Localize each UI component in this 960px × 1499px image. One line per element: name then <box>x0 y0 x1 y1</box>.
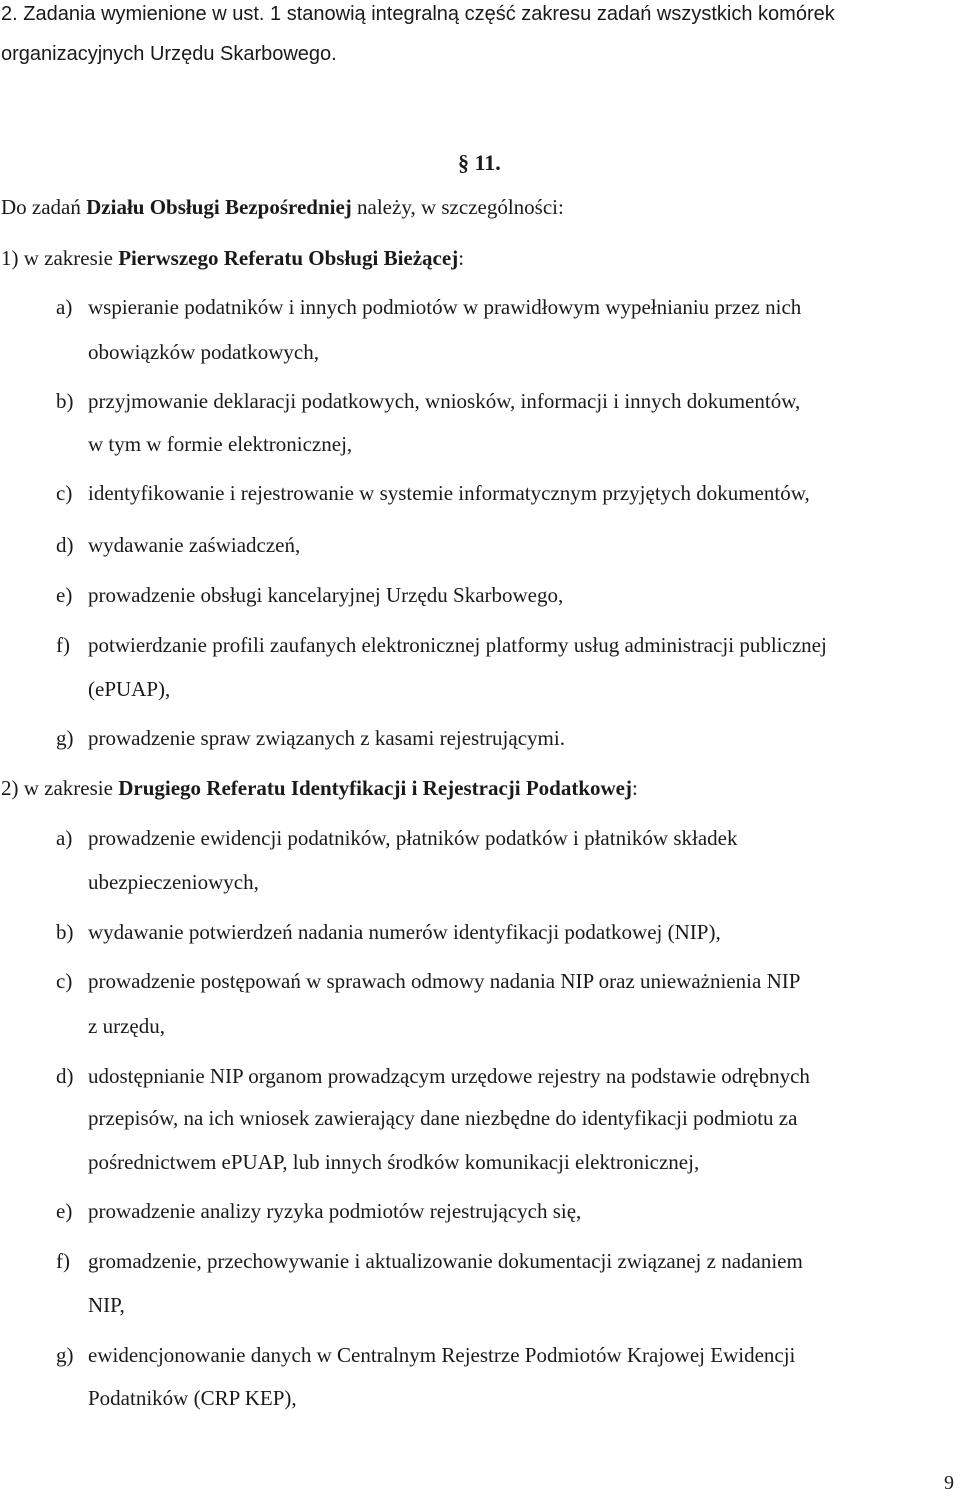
item-label: b) <box>56 389 74 413</box>
lead-pre: Do zadań <box>1 195 87 219</box>
group-1-item-a-cont: obowiązków podatkowych, <box>88 340 319 364</box>
group-1-item-b <box>56 391 956 412</box>
group-2-num: 2) <box>1 776 19 800</box>
group-1-bold: Pierwszego Referatu Obsługi Bieżącej <box>118 246 459 270</box>
group-2-post: : <box>632 776 638 800</box>
item-text: gromadzenie, przechowywanie i aktualizowanie dokumentacji związanej z nadaniem <box>88 1249 803 1273</box>
item-text: udostępnianie NIP organom prowadzącym urzędowe rejestry na podstawie odrębnych <box>88 1064 810 1088</box>
item-text: identyfikowanie i rejestrowanie w systemie informatycznym przyjętych dokumentów, <box>88 481 810 505</box>
intro-line-2: organizacyjnych Urzędu Skarbowego. <box>1 43 337 65</box>
group-2-heading <box>1 778 638 799</box>
group-2-item-f-cont: NIP, <box>88 1293 125 1317</box>
group-2-item-d-cont: przepisów, na ich wniosek zawierający dane niezbędne do identyfikacji podmiotu za <box>88 1106 798 1130</box>
group-1-num: 1) <box>1 246 19 270</box>
item-text: wydawanie zaświadczeń, <box>88 533 301 557</box>
section-heading: § 11. <box>458 150 501 175</box>
group-1-heading <box>1 248 464 269</box>
item-text: prowadzenie analizy ryzyka podmiotów rejestrujących się, <box>88 1199 582 1223</box>
group-1-item-d <box>56 535 956 556</box>
item-label: e) <box>56 583 73 607</box>
lead-sentence <box>1 197 564 218</box>
group-2-item-d <box>56 1066 956 1087</box>
item-text: prowadzenie obsługi kancelaryjnej Urzędu Skarbowego, <box>88 583 564 607</box>
group-2-item-b <box>56 922 956 943</box>
item-label: g) <box>56 726 74 750</box>
group-2-item-a-cont: ubezpieczeniowych, <box>88 870 259 894</box>
item-label: f) <box>56 633 70 657</box>
item-text: prowadzenie spraw związanych z kasami rejestrującymi. <box>88 726 565 750</box>
group-1-item-f-cont: (ePUAP), <box>88 677 171 701</box>
group-2-item-d-cont-2: pośrednictwem ePUAP, lub innych środków komunikacji elektronicznej, <box>88 1150 700 1174</box>
group-1-pre: w zakresie <box>18 246 119 270</box>
group-2-pre: w zakresie <box>18 776 119 800</box>
item-label: a) <box>56 295 73 319</box>
group-1-post: : <box>458 246 465 270</box>
item-label: b) <box>56 920 74 944</box>
group-1-item-e <box>56 585 956 606</box>
item-text: wspieranie podatników i innych podmiotów w prawidłowym wypełnianiu przez nich <box>88 295 802 319</box>
item-text: przyjmowanie deklaracji podatkowych, wniosków, informacji i innych dokumentów, <box>88 389 801 413</box>
item-text: wydawanie potwierdzeń nadania numerów identyfikacji podatkowej (NIP), <box>88 920 721 944</box>
group-1-item-a <box>56 297 956 318</box>
item-label: c) <box>56 969 73 993</box>
group-2-item-g <box>56 1345 956 1366</box>
group-2-item-c <box>56 971 956 992</box>
group-2-item-f <box>56 1251 956 1272</box>
item-text: potwierdzanie profili zaufanych elektronicznej platformy usług administracji publicznej <box>88 633 827 657</box>
item-label: g) <box>56 1343 74 1367</box>
item-label: c) <box>56 481 73 505</box>
intro-line-1: 2. Zadania wymienione w ust. 1 stanowią integralną część zakresu zadań wszystkich komórek <box>1 3 835 25</box>
item-label: a) <box>56 826 73 850</box>
group-2-item-c-cont: z urzędu, <box>88 1014 165 1038</box>
item-label: d) <box>56 1064 74 1088</box>
item-text: prowadzenie postępowań w sprawach odmowy nadania NIP oraz unieważnienia NIP <box>88 969 801 993</box>
page-number: 9 <box>944 1472 954 1494</box>
lead-bold: Działu Obsługi Bezpośredniej <box>86 195 352 219</box>
group-1-item-c <box>56 483 956 504</box>
group-1-item-b-cont: w tym w formie elektronicznej, <box>88 432 353 456</box>
group-2-item-a <box>56 828 956 849</box>
item-label: e) <box>56 1199 73 1223</box>
lead-post: należy, w szczególności: <box>351 195 564 219</box>
item-text: ewidencjonowanie danych w Centralnym Rejestrze Podmiotów Krajowej Ewidencji <box>88 1343 796 1367</box>
group-1-item-f <box>56 635 956 656</box>
item-text: prowadzenie ewidencji podatników, płatników podatków i płatników składek <box>88 826 738 850</box>
group-1-item-g <box>56 728 956 749</box>
item-label: d) <box>56 533 74 557</box>
group-2-item-e <box>56 1201 956 1222</box>
item-label: f) <box>56 1249 70 1273</box>
group-2-item-g-cont: Podatników (CRP KEP), <box>88 1386 297 1410</box>
group-2-bold: Drugiego Referatu Identyfikacji i Rejestracji Podatkowej <box>118 776 632 800</box>
